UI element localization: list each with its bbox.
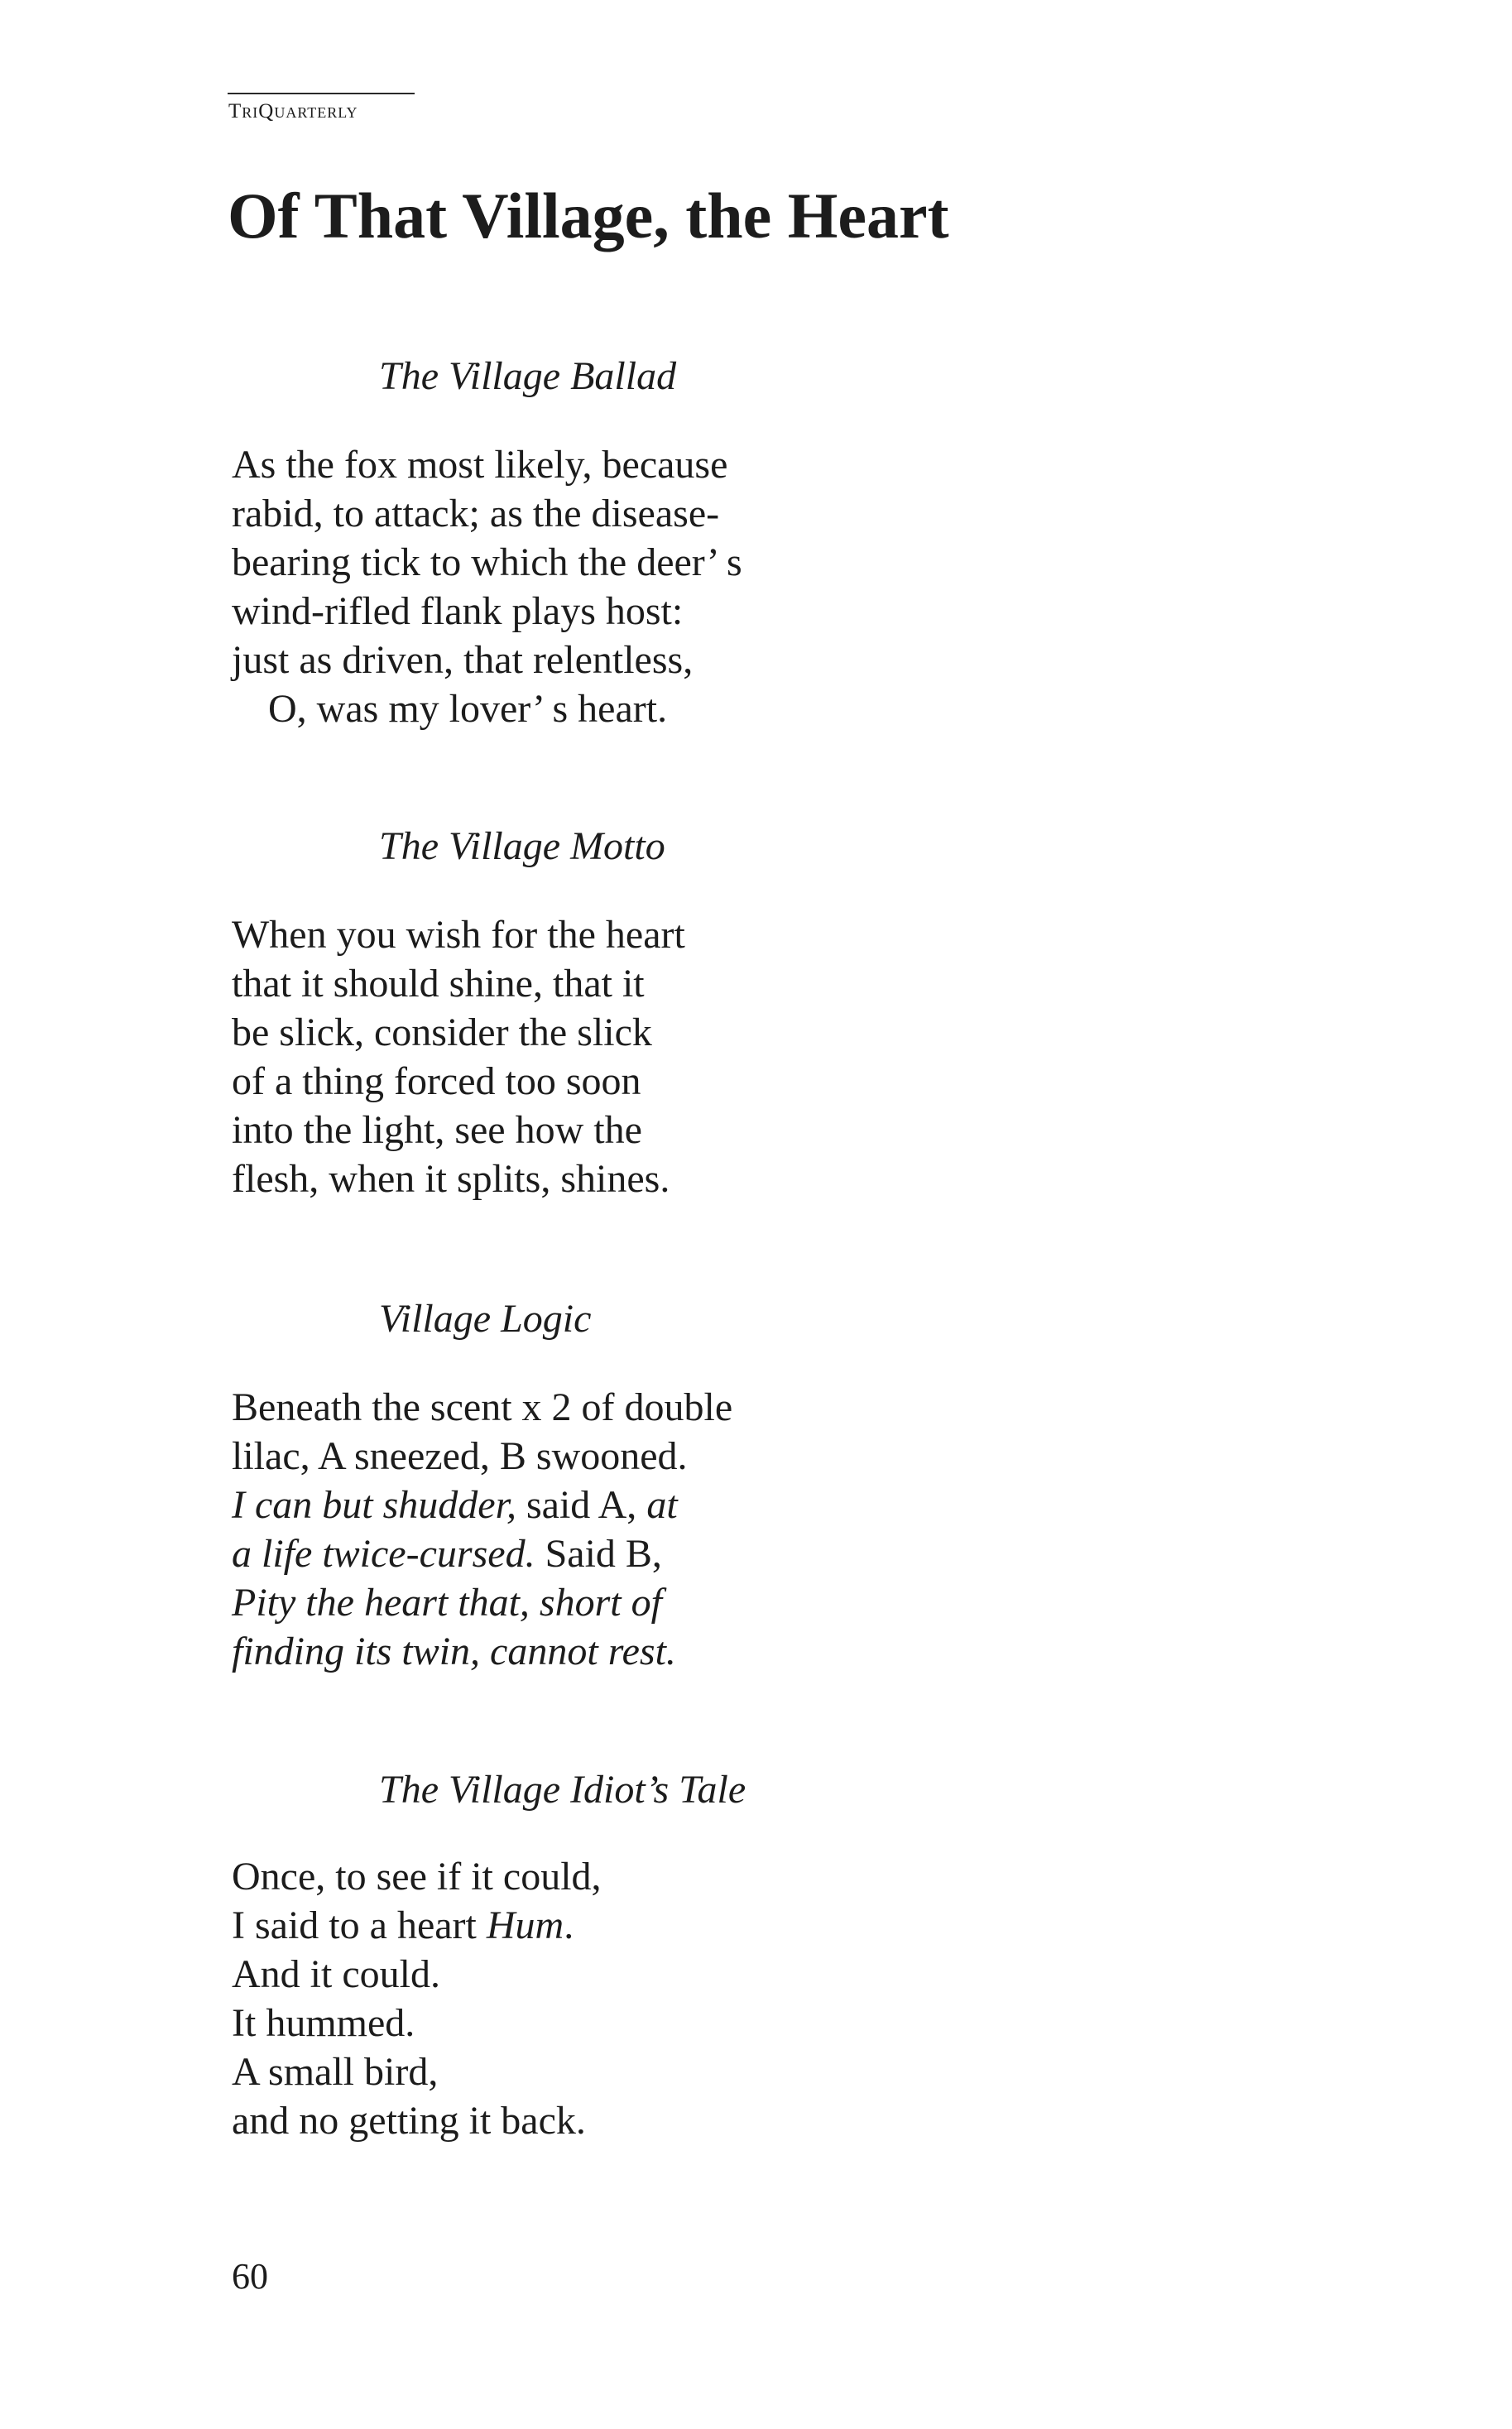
italic-phrase: Hum bbox=[486, 1903, 564, 1947]
stanza-village-ballad bbox=[232, 440, 742, 733]
section-title-village-ballad: The Village Ballad bbox=[379, 354, 677, 398]
roman-phrase: said A, bbox=[516, 1483, 647, 1527]
italic-phrase: at bbox=[646, 1483, 678, 1527]
poem-line: into the light, see how the bbox=[232, 1108, 642, 1152]
poem-line: be slick, consider the slick bbox=[232, 1010, 652, 1054]
poem-line: As the fox most likely, because bbox=[232, 443, 728, 487]
poem-line bbox=[232, 1481, 732, 1529]
page-title: Of That Village, the Heart bbox=[228, 180, 949, 252]
poem-line: bearing tick to which the deer’ s bbox=[232, 540, 742, 584]
roman-phrase: . bbox=[564, 1903, 574, 1947]
stanza-village-logic bbox=[232, 1383, 732, 1676]
poem-line: O, was my lover’ s heart. bbox=[268, 687, 668, 731]
poem-line bbox=[232, 1529, 732, 1578]
poem-line: Beneath the scent x 2 of double bbox=[232, 1385, 733, 1429]
italic-phrase: a life twice-cursed. bbox=[232, 1532, 535, 1576]
roman-phrase: Said B, bbox=[535, 1532, 662, 1576]
journal-name: TriQuarterly bbox=[228, 100, 358, 122]
poem-line: lilac, A sneezed, B swooned. bbox=[232, 1434, 688, 1478]
section-title-village-idiots-tale: The Village Idiot’s Tale bbox=[379, 1768, 746, 1812]
stanza-village-idiots-tale bbox=[232, 1852, 602, 2145]
page-number: 60 bbox=[232, 2256, 268, 2297]
poem-line: A small bird, bbox=[232, 2050, 439, 2094]
section-title-village-logic: Village Logic bbox=[379, 1297, 592, 1341]
poem-line: When you wish for the heart bbox=[232, 913, 685, 957]
stanza-village-motto bbox=[232, 910, 685, 1203]
poem-line: and no getting it back. bbox=[232, 2099, 586, 2143]
poem-line: just as driven, that relentless, bbox=[232, 638, 694, 682]
poem-line: wind-rifled flank plays host: bbox=[232, 589, 684, 633]
poem-line: rabid, to attack; as the disease- bbox=[232, 492, 720, 535]
poem-line bbox=[232, 1901, 602, 1950]
poem-line: that it should shine, that it bbox=[232, 962, 645, 1006]
poem-line: And it could. bbox=[232, 1952, 440, 1996]
section-title-village-motto: The Village Motto bbox=[379, 824, 665, 868]
poem-line: Pity the heart that, short of bbox=[232, 1581, 662, 1625]
poem-line: flesh, when it splits, shines. bbox=[232, 1157, 670, 1201]
poem-line: finding its twin, cannot rest. bbox=[232, 1630, 676, 1673]
header-rule bbox=[228, 93, 415, 94]
roman-phrase: I said to a heart bbox=[232, 1903, 487, 1947]
poem-line: It hummed. bbox=[232, 2001, 415, 2045]
italic-phrase: I can but shudder, bbox=[232, 1483, 516, 1527]
poem-line: Once, to see if it could, bbox=[232, 1855, 602, 1899]
poem-line: of a thing forced too soon bbox=[232, 1059, 641, 1103]
